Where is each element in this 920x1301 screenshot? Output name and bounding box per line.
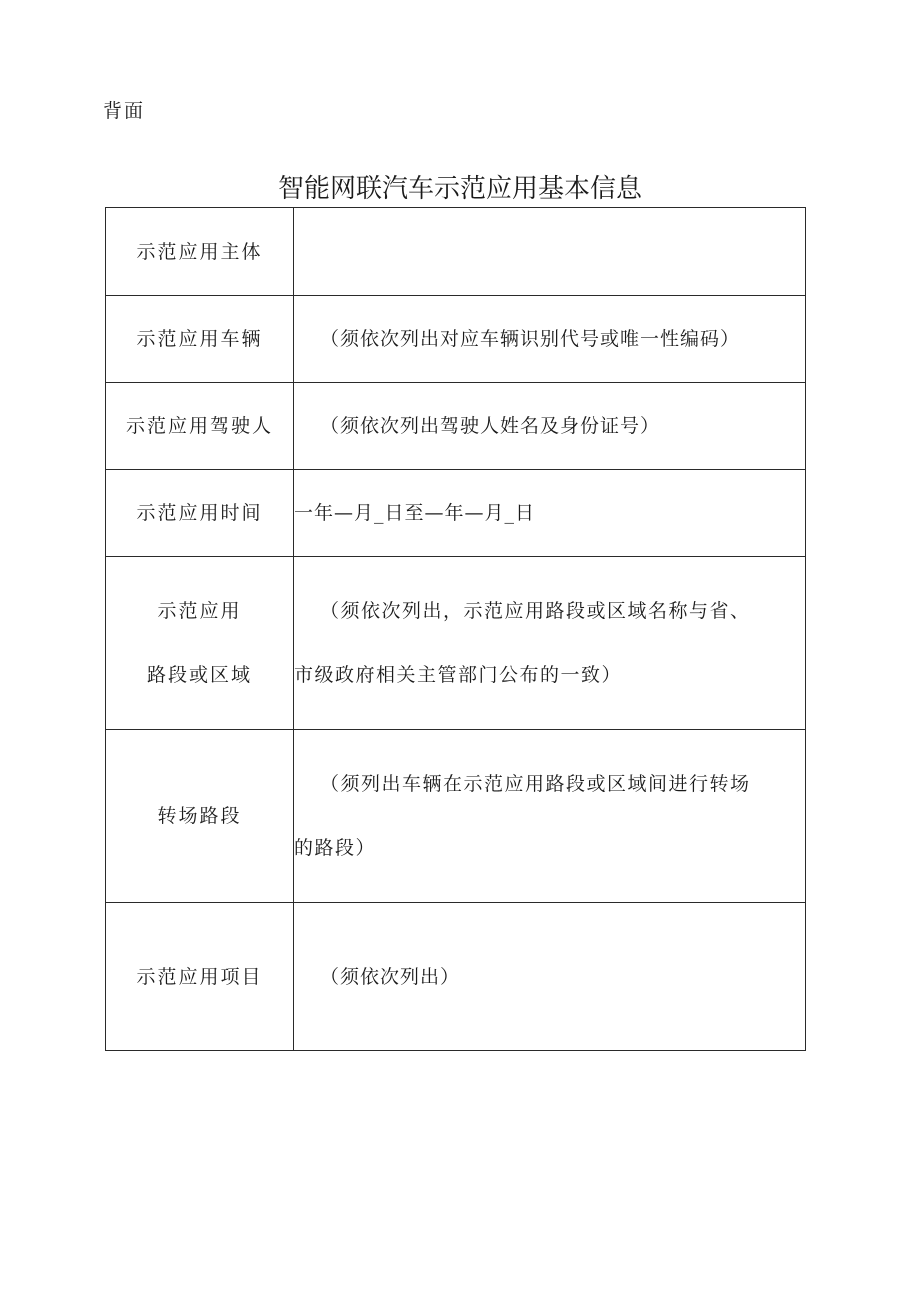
- row-value-transfer-line1: （须列出车辆在示范应用路段或区域间进行转场: [320, 773, 751, 795]
- row-value-subject-text: [294, 241, 320, 263]
- row-label-transfer: 转场路段: [106, 730, 294, 903]
- row-label-projects: 示范应用项目: [106, 903, 294, 1051]
- table-row: [106, 296, 806, 383]
- row-label-drivers: 示范应用驾驶人: [106, 383, 294, 470]
- row-value-time[interactable]: [294, 470, 806, 557]
- row-value-drivers-text: （须依次列出驾驶人姓名及身份证号）: [320, 415, 661, 437]
- table-row: [106, 208, 806, 296]
- row-label-route-line1: 示范应用: [157, 600, 242, 622]
- row-value-vehicles[interactable]: [294, 296, 806, 383]
- row-label-vehicles: 示范应用车辆: [106, 296, 294, 383]
- row-label-time: 示范应用时间: [106, 470, 294, 557]
- page-side-label: 背面: [103, 100, 146, 122]
- row-value-route-line2: 市级政府相关主管部门公布的一致）: [294, 664, 623, 686]
- row-value-subject[interactable]: [294, 208, 806, 296]
- table-row: [106, 383, 806, 470]
- table-row: [106, 903, 806, 1051]
- row-value-transfer-line2: 的路段）: [294, 837, 377, 859]
- row-value-vehicles-text: （须依次列出对应车辆识别代号或唯一性编码）: [320, 328, 741, 350]
- row-label-route: [106, 557, 294, 730]
- table-row: [106, 557, 806, 730]
- row-value-projects-text: （须依次列出）: [320, 965, 461, 988]
- basic-info-table: [105, 207, 806, 1051]
- table-row: [106, 730, 806, 903]
- table-row: [106, 470, 806, 557]
- row-value-drivers[interactable]: [294, 383, 806, 470]
- row-value-transfer[interactable]: [294, 730, 806, 903]
- document-title: 智能网联汽车示范应用基本信息: [277, 174, 642, 204]
- row-label-subject: 示范应用主体: [106, 208, 294, 296]
- row-value-route-line1: （须依次列出，示范应用路段或区域名称与省、: [320, 600, 751, 622]
- row-value-projects[interactable]: [294, 903, 806, 1051]
- row-value-time-text: 一年—月_日至—年—月_日: [294, 502, 536, 524]
- row-label-route-line2: 路段或区域: [146, 664, 252, 686]
- row-value-route[interactable]: [294, 557, 806, 730]
